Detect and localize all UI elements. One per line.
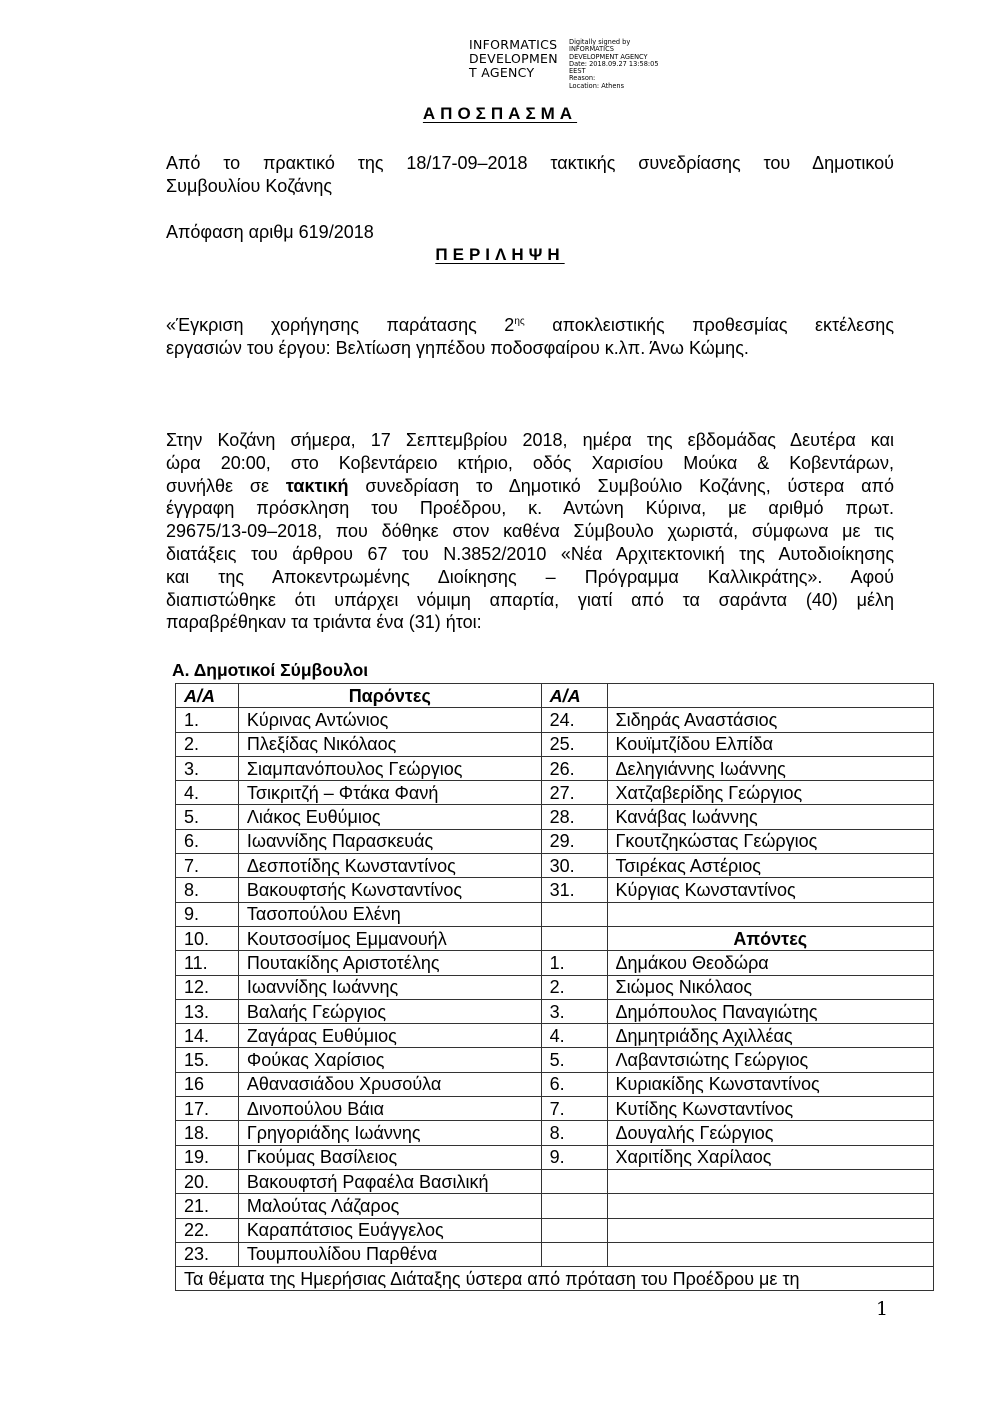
- second-member-name: Λαβαντσιώτης Γεώργιος: [607, 1048, 933, 1072]
- present-member-name: Φούκας Χαρίσιος: [238, 1048, 541, 1072]
- body-line: Στην Κοζάνη σήμερα, 17 Σεπτεμβρίου 2018, ημέρα της εβδομάδας Δευτέρα και: [166, 430, 894, 450]
- present-member-name: Γκούμας Βασίλειος: [238, 1145, 541, 1169]
- present-serial: 1.: [176, 708, 239, 732]
- second-serial: 2.: [541, 975, 607, 999]
- intro-line: Από το πρακτικό της 18/17-09–2018 τακτικής συνεδρίασης του Δημοτικού: [166, 153, 894, 173]
- header-serial: Α/Α: [541, 684, 607, 708]
- subject-text: αποκλειστικής προθεσμίας εκτέλεσης: [524, 315, 894, 335]
- subject-line: [166, 314, 894, 337]
- signature-date: Date: 2018.09.27 13:58:05: [569, 59, 659, 68]
- body-text: συνεδρίαση το Δημοτικό Συμβούλιο Κοζάνης, ύστερα από: [348, 475, 894, 496]
- intro-line: Συμβουλίου Κοζάνης: [166, 175, 333, 196]
- signer-name: [469, 38, 566, 90]
- subject-text: «Έγκριση χορήγησης παράτασης 2: [166, 315, 515, 335]
- signature-location: Location: Athens: [569, 81, 625, 90]
- header-present: Παρόντες: [238, 684, 541, 708]
- present-member-name: Ιωαννίδης Παρασκευάς: [238, 829, 541, 853]
- table-row: [176, 708, 934, 732]
- second-serial: 30.: [541, 854, 607, 878]
- second-member-name: Κυριακίδης Κωνσταντίνος: [607, 1072, 933, 1096]
- second-member-name: Γκουτζηκώστας Γεώργιος: [607, 829, 933, 853]
- second-serial: [541, 902, 607, 926]
- present-serial: 8.: [176, 878, 239, 902]
- second-member-name: Δημάκου Θεοδώρα: [607, 951, 933, 975]
- present-serial: 5.: [176, 805, 239, 829]
- present-serial: 7.: [176, 854, 239, 878]
- second-serial: 28.: [541, 805, 607, 829]
- table-row: [176, 926, 934, 950]
- signer-name-line: INFORMATICS: [469, 37, 558, 52]
- table-row: [176, 829, 934, 853]
- agenda-continuation-text: Τα θέματα της Ημερήσιας Διάταξης ύστερα από πρόταση του Προέδρου με τη: [176, 1267, 934, 1291]
- present-serial: 10.: [176, 926, 239, 950]
- signature-detail-line: INFORMATICS: [569, 45, 614, 54]
- digital-signature: [469, 38, 659, 90]
- second-member-name: [607, 1242, 933, 1266]
- second-serial: 1.: [541, 951, 607, 975]
- table-row: [176, 1194, 934, 1218]
- present-member-name: Βαλαής Γεώργιος: [238, 999, 541, 1023]
- table-row: [176, 854, 934, 878]
- signature-reason: Reason:: [569, 74, 596, 83]
- subject-paragraph: [166, 314, 894, 360]
- table-row: [176, 1169, 934, 1193]
- signature-details: [569, 39, 659, 90]
- body-paragraph: [166, 429, 894, 634]
- document-title: ΑΠΟΣΠΑΣΜΑ: [422, 104, 578, 123]
- subject-line: εργασιών του έργου: Βελτίωση γηπέδου ποδοσφαίρου κ.λπ. Άνω Κώμης.: [166, 337, 749, 358]
- present-serial: 14.: [176, 1024, 239, 1048]
- present-member-name: Μαλούτας Λάζαρος: [238, 1194, 541, 1218]
- second-member-name: Δημόπουλος Παναγιώτης: [607, 999, 933, 1023]
- present-member-name: Δεσποτίδης Κωνσταντίνος: [238, 854, 541, 878]
- present-serial: 2.: [176, 732, 239, 756]
- second-serial: 6.: [541, 1072, 607, 1096]
- table-row: [176, 878, 934, 902]
- present-serial: 18.: [176, 1121, 239, 1145]
- table-row: [176, 1024, 934, 1048]
- second-member-name: Χαριτίδης Χαρίλαος: [607, 1145, 933, 1169]
- second-member-name: Χατζαβερίδης Γεώργιος: [607, 781, 933, 805]
- body-line: παραβρέθηκαν τα τριάντα ένα (31) ήτοι:: [166, 612, 482, 633]
- header-empty: [607, 684, 933, 708]
- present-member-name: Βακουφτσής Κωνσταντίνος: [238, 878, 541, 902]
- present-serial: 21.: [176, 1194, 239, 1218]
- present-serial: 6.: [176, 829, 239, 853]
- second-member-name: Δημητριάδης Αχιλλέας: [607, 1024, 933, 1048]
- second-serial: 9.: [541, 1145, 607, 1169]
- second-serial: 25.: [541, 732, 607, 756]
- body-line: [166, 475, 894, 498]
- second-serial: [541, 1194, 607, 1218]
- second-member-name: Σιδηράς Αναστάσιος: [607, 708, 933, 732]
- section-title: Α. Δημοτικοί Σύμβουλοι: [172, 660, 369, 680]
- second-serial: [541, 1169, 607, 1193]
- second-serial: 26.: [541, 756, 607, 780]
- second-serial: [541, 1242, 607, 1266]
- body-line: διαπιστώθηκε ότι υπάρχει νόμιμη απαρτία, γιατί από τα σαράντα (40) μέλη: [166, 589, 894, 610]
- present-member-name: Κουτσοσίμος Εμμανουήλ: [238, 926, 541, 950]
- second-member-name: Τσιρέκας Αστέριος: [607, 854, 933, 878]
- present-member-name: Ιωαννίδης Ιωάννης: [238, 975, 541, 999]
- second-serial: 24.: [541, 708, 607, 732]
- second-serial: 5.: [541, 1048, 607, 1072]
- table-row: [176, 1218, 934, 1242]
- ordinal-suffix: ης: [514, 316, 525, 327]
- table-row: [176, 1242, 934, 1266]
- body-line: και της Αποκεντρωμένης Διοίκησης – Πρόγραμμα Καλλικράτης». Αφού: [166, 566, 894, 587]
- session-type-bold: τακτική: [285, 475, 349, 496]
- present-member-name: Βακουφτσή Ραφαέλα Βασιλική: [238, 1169, 541, 1193]
- second-serial: [541, 1218, 607, 1242]
- body-line: ώρα 20:00, στο Κοβεντάρειο κτήριο, οδός Χαρισίου Μούκα & Κοβεντάρων,: [166, 452, 894, 473]
- present-member-name: Ζαγάρας Ευθύμιος: [238, 1024, 541, 1048]
- present-member-name: Σιαμπανόπουλος Γεώργιος: [238, 756, 541, 780]
- present-member-name: Τασοπούλου Ελένη: [238, 902, 541, 926]
- second-member-name: Κουϊμτζίδου Ελπίδα: [607, 732, 933, 756]
- second-serial: 27.: [541, 781, 607, 805]
- second-serial: [541, 926, 607, 950]
- header-serial: Α/Α: [176, 684, 239, 708]
- decision-number: [166, 221, 894, 244]
- present-member-name: Τσικριτζή – Φτάκα Φανή: [238, 781, 541, 805]
- table-header-row: [176, 684, 934, 708]
- present-member-name: Πουτακίδης Αριστοτέλης: [238, 951, 541, 975]
- absent-heading: Απόντες: [607, 926, 933, 950]
- table-row: [176, 781, 934, 805]
- second-member-name: Δουγαλής Γεώργιος: [607, 1121, 933, 1145]
- present-serial: 12.: [176, 975, 239, 999]
- second-member-name: Κυτίδης Κωνσταντίνος: [607, 1097, 933, 1121]
- second-serial: 8.: [541, 1121, 607, 1145]
- second-serial: 7.: [541, 1097, 607, 1121]
- present-serial: 16: [176, 1072, 239, 1096]
- table-row: [176, 756, 934, 780]
- present-member-name: Γρηγοριάδης Ιωάννης: [238, 1121, 541, 1145]
- decision-text: Απόφαση αριθμ 619/2018: [166, 222, 374, 242]
- second-serial: 31.: [541, 878, 607, 902]
- second-member-name: Δεληγιάννης Ιωάννης: [607, 756, 933, 780]
- present-serial: 9.: [176, 902, 239, 926]
- present-serial: 15.: [176, 1048, 239, 1072]
- summary-heading: ΠΕΡΙΛΗΨΗ: [435, 245, 565, 264]
- present-member-name: Αθανασιάδου Χρυσούλα: [238, 1072, 541, 1096]
- present-serial: 20.: [176, 1169, 239, 1193]
- page-number: 1: [876, 1298, 889, 1320]
- table-row: [176, 1121, 934, 1145]
- present-member-name: Δινοπούλου Βάια: [238, 1097, 541, 1121]
- table-row: [176, 732, 934, 756]
- signature-detail-line: Digitally signed by: [569, 38, 631, 46]
- signer-name-line: T AGENCY: [469, 65, 535, 80]
- table-row: [176, 1048, 934, 1072]
- table-row: [176, 902, 934, 926]
- present-serial: 3.: [176, 756, 239, 780]
- table-row: [176, 805, 934, 829]
- body-text: συνήλθε σε: [166, 475, 286, 496]
- table-row: [176, 951, 934, 975]
- table-footer-row: [176, 1267, 934, 1291]
- intro-paragraph: [166, 152, 894, 198]
- table-row: [176, 1097, 934, 1121]
- second-member-name: Κανάβας Ιωάννης: [607, 805, 933, 829]
- present-serial: 4.: [176, 781, 239, 805]
- table-body: [176, 708, 934, 1267]
- second-serial: 29.: [541, 829, 607, 853]
- second-member-name: [607, 1169, 933, 1193]
- second-member-name: Σιώμος Νικόλαος: [607, 975, 933, 999]
- table-row: [176, 975, 934, 999]
- signature-detail-line: EEST: [569, 67, 586, 76]
- second-member-name: [607, 1194, 933, 1218]
- signature-detail-line: DEVELOPMENT AGENCY: [569, 52, 648, 61]
- second-member-name: [607, 902, 933, 926]
- table-row: [176, 999, 934, 1023]
- present-serial: 17.: [176, 1097, 239, 1121]
- present-member-name: Κύρινας Αντώνιος: [238, 708, 541, 732]
- present-serial: 23.: [176, 1242, 239, 1266]
- body-line: διατάξεις του άρθρου 67 του Ν.3852/2010 «Νέα Αρχιτεκτονική της Αυτοδιοίκησης: [166, 543, 894, 564]
- body-line: έγγραφη πρόσκληση του Προέδρου, κ. Αντώνη Κύρινα, με αριθμό πρωτ.: [166, 498, 894, 519]
- second-serial: 3.: [541, 999, 607, 1023]
- present-member-name: Τουμπουλίδου Παρθένα: [238, 1242, 541, 1266]
- council-members-table: [175, 683, 934, 1291]
- second-member-name: Κύργιας Κωνσταντίνος: [607, 878, 933, 902]
- present-serial: 13.: [176, 999, 239, 1023]
- present-member-name: Λιάκος Ευθύμιος: [238, 805, 541, 829]
- body-line: 29675/13-09–2018, που δόθηκε στον καθένα Σύμβουλο χωριστά, σύμφωνα με τις: [166, 521, 894, 542]
- present-serial: 22.: [176, 1218, 239, 1242]
- present-serial: 11.: [176, 951, 239, 975]
- second-member-name: [607, 1218, 933, 1242]
- table-row: [176, 1145, 934, 1169]
- present-serial: 19.: [176, 1145, 239, 1169]
- present-member-name: Πλεξίδας Νικόλαος: [238, 732, 541, 756]
- signer-name-line: DEVELOPMEN: [469, 51, 558, 66]
- second-serial: 4.: [541, 1024, 607, 1048]
- table-row: [176, 1072, 934, 1096]
- present-member-name: Καραπάτσιος Ευάγγελος: [238, 1218, 541, 1242]
